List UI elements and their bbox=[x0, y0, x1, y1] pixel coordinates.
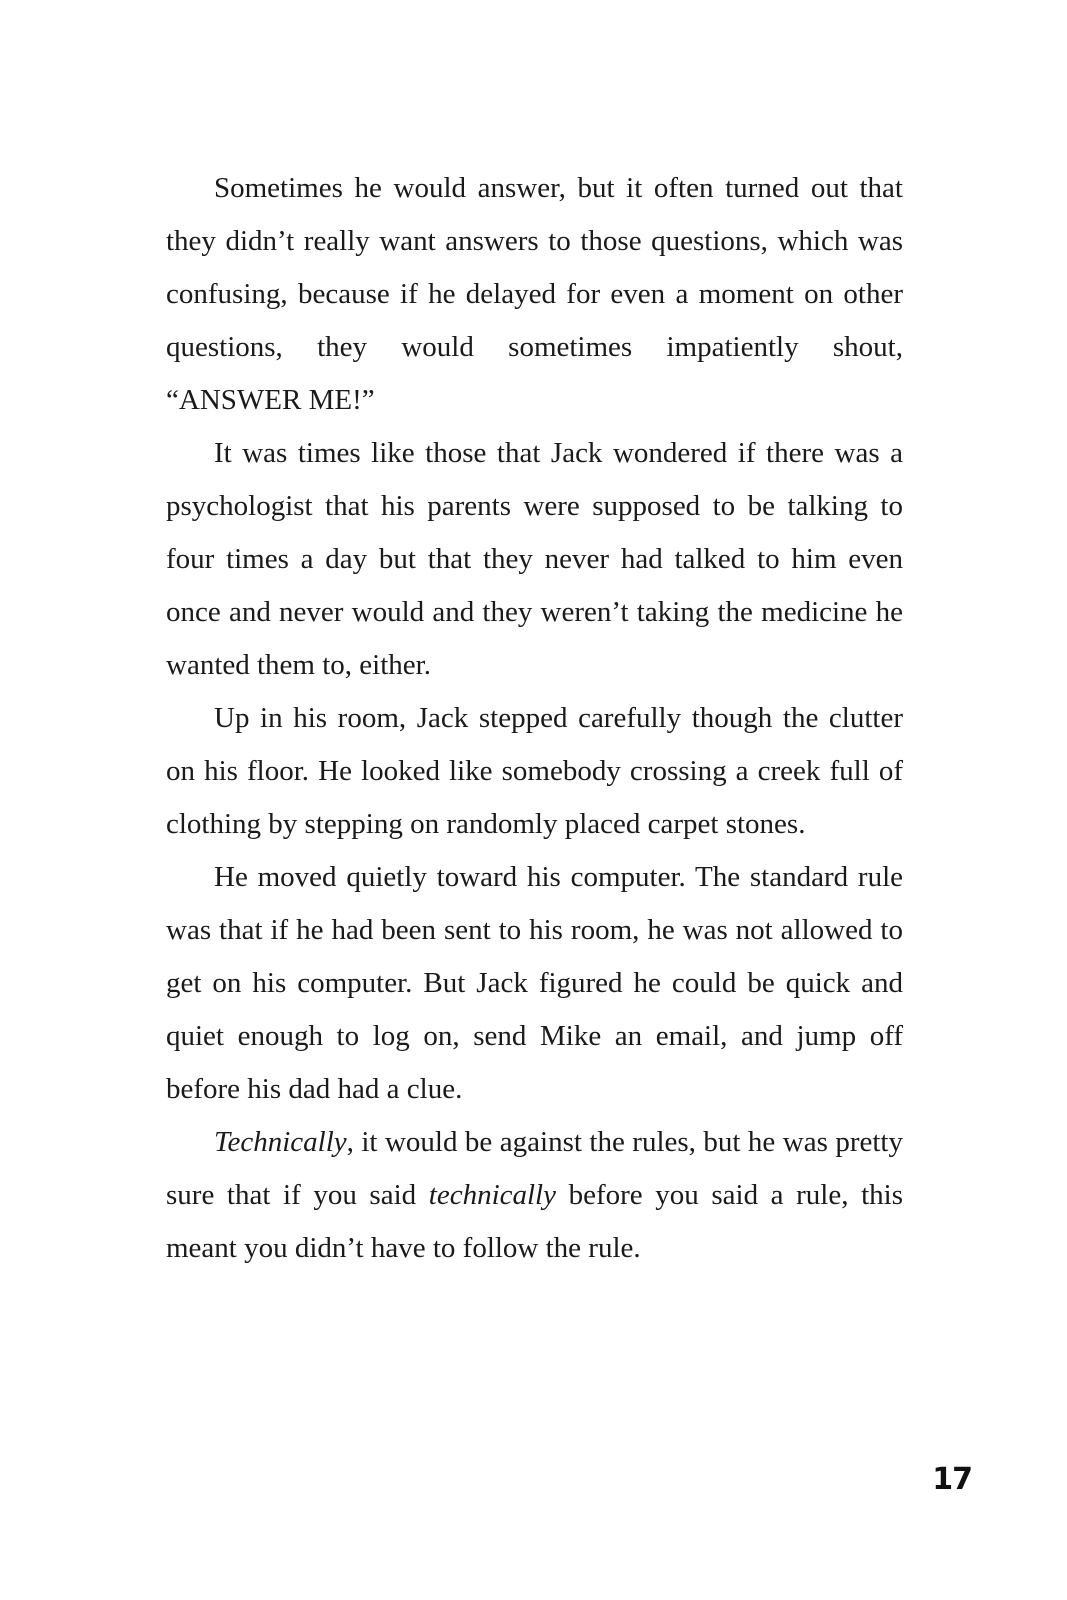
paragraph-2: It was times like those that Jack wondered if there was a psychologist that his parents were supposed to be talking to four times a day but that they never had talked to him even once and never would and they weren’t taking the medicine he wanted them to, either. bbox=[166, 437, 903, 681]
paragraph-3: Up in his room, Jack stepped carefully though the clutter on his floor. He looked like somebody crossing a creek full of clothing by stepping on randomly placed carpet stones. bbox=[166, 702, 903, 840]
paragraph-1: Sometimes he would answer, but it often turned out that they didn’t really want answers to those questions, which was confusing, because if he delayed for even a moment on other questions, they would sometimes impatiently shout, “ANSWER ME!” bbox=[166, 172, 903, 416]
paragraph-4: He moved quietly toward his computer. The standard rule was that if he had been sent to his room, he was not allowed to get on his computer. But Jack figured he could be quick and quiet enough to log on, send Mike an email, and jump off before his dad had a clue. bbox=[166, 861, 903, 1105]
italic-technically-2: technically bbox=[428, 1179, 556, 1211]
page-number: 17 bbox=[932, 1462, 972, 1497]
paragraph-5 bbox=[166, 1116, 903, 1275]
paragraph-5-text-1: , it would be against the rules, but he was pretty sure that if you said bbox=[166, 1126, 903, 1211]
body-text bbox=[166, 162, 903, 1275]
italic-technically: Technically bbox=[214, 1126, 347, 1158]
paragraph-5-text-2: before you said a rule, this meant you didn’t have to follow the rule. bbox=[166, 1179, 903, 1264]
